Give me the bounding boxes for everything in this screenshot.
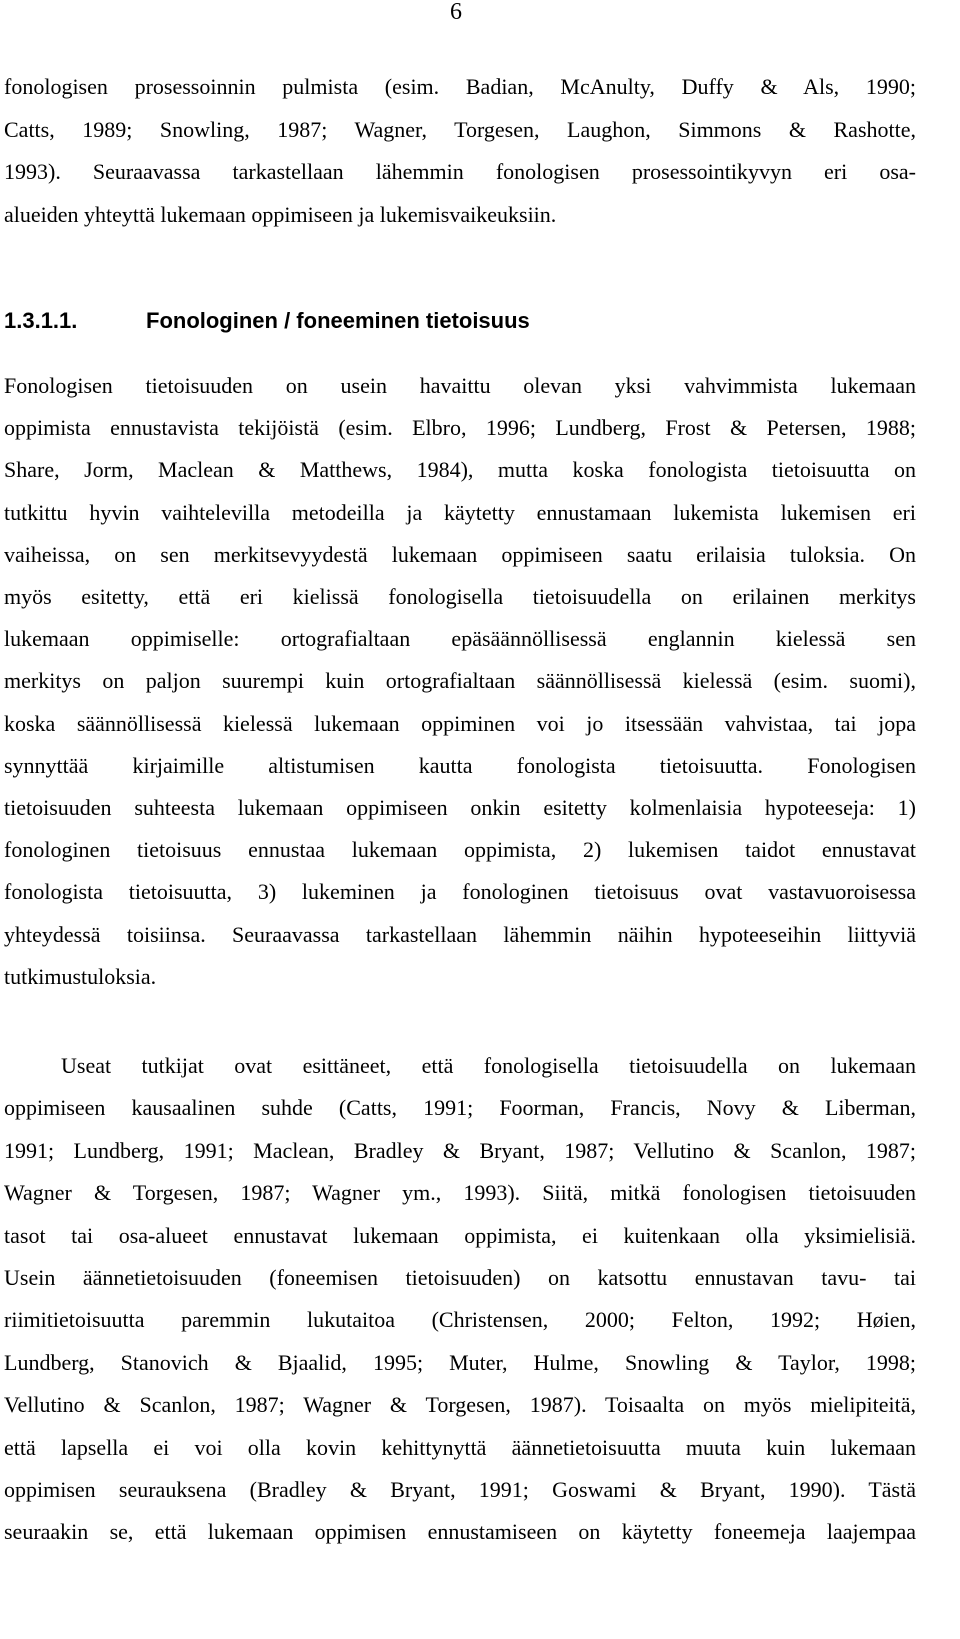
text-line: Usein äännetietoisuuden (foneemisen tietoisuuden) on katsottu ennustavan tavu- tai bbox=[4, 1265, 916, 1290]
section-heading bbox=[4, 306, 530, 336]
text-line: fonologista tietoisuutta, 3) lukeminen ja fonologinen tietoisuus ovat vastavuoroisessa bbox=[4, 879, 916, 905]
text-line: seuraakin se, että lukemaan oppimisen ennustamiseen on käytetty foneemeja laajempaa bbox=[4, 1519, 916, 1545]
text-line: alueiden yhteyttä lukemaan oppimiseen ja lukemisvaikeuksiin. bbox=[4, 201, 557, 227]
text-line: fonologisen prosessoinnin pulmista (esim. Badian, McAnulty, Duffy & Als, 1990; bbox=[4, 74, 916, 99]
text-line: riimitietoisuutta paremmin lukutaitoa (Christensen, 2000; Felton, 1992; Høien, bbox=[4, 1307, 916, 1333]
text-line: oppimisen seurauksena (Bradley & Bryant, 1991; Goswami & Bryant, 1990). Tästä bbox=[4, 1477, 916, 1502]
text-line: merkitys on paljon suurempi kuin ortografialtaan säännöllisessä kielessä (esim. suomi), bbox=[4, 668, 916, 694]
text-line: synnyttää kirjaimille altistumisen kautta fonologista tietoisuutta. Fonologisen bbox=[4, 752, 916, 778]
text-line: Catts, 1989; Snowling, 1987; Wagner, Torgesen, Laughon, Simmons & Rashotte, bbox=[4, 116, 916, 142]
text-line: Useat tutkijat ovat esittäneet, että fonologisella tietoisuudella on lukemaan bbox=[61, 1053, 916, 1078]
text-line: oppimiseen kausaalinen suhde (Catts, 1991; Foorman, Francis, Novy & Liberman, bbox=[4, 1095, 916, 1121]
section-title: Fonologinen / foneeminen tietoisuus bbox=[146, 308, 530, 333]
text-line: tutkimustuloksia. bbox=[4, 963, 157, 989]
text-line: Vellutino & Scanlon, 1987; Wagner & Torgesen, 1987). Toisaalta on myös mielipiteitä, bbox=[4, 1392, 916, 1418]
text-line: että lapsella ei voi olla kovin kehittynyttä äännetietoisuutta muuta kuin lukemaan bbox=[4, 1434, 916, 1460]
section-number: 1.3.1.1. bbox=[4, 308, 78, 333]
text-line: vaiheissa, on sen merkitsevyydestä lukemaan oppimiseen saatu erilaisia tuloksia. On bbox=[4, 541, 916, 567]
text-line: 1993). Seuraavassa tarkastellaan lähemmin fonologisen prosessointikyvyn eri osa- bbox=[4, 159, 916, 184]
text-line: Lundberg, Stanovich & Bjaalid, 1995; Muter, Hulme, Snowling & Taylor, 1998; bbox=[4, 1349, 916, 1375]
text-line: yhteydessä toisiinsa. Seuraavassa tarkastellaan lähemmin näihin hypoteeseihin liittyviä bbox=[4, 921, 916, 947]
text-line: myös esitetty, että eri kielissä fonologisella tietoisuudella on erilainen merkitys bbox=[4, 584, 916, 609]
text-line: Share, Jorm, Maclean & Matthews, 1984), mutta koska fonologista tietoisuutta on bbox=[4, 457, 916, 483]
text-line: lukemaan oppimiselle: ortografialtaan epäsäännöllisessä englannin kielessä sen bbox=[4, 626, 916, 652]
text-line: 1991; Lundberg, 1991; Maclean, Bradley & Bryant, 1987; Vellutino & Scanlon, 1987; bbox=[4, 1137, 916, 1163]
text-line: tasot tai osa-alueet ennustavat lukemaan oppimista, ei kuitenkaan olla yksimielisiä. bbox=[4, 1222, 916, 1248]
text-line: Wagner & Torgesen, 1987; Wagner ym., 1993). Siitä, mitkä fonologisen tietoisuuden bbox=[4, 1180, 916, 1206]
text-line: Fonologisen tietoisuuden on usein havaittu olevan yksi vahvimmista lukemaan bbox=[4, 373, 916, 398]
text-line: oppimista ennustavista tekijöistä (esim. Elbro, 1996; Lundberg, Frost & Petersen, 1988; bbox=[4, 415, 916, 441]
page-number: 6 bbox=[450, 0, 462, 25]
text-line: tietoisuuden suhteesta lukemaan oppimiseen onkin esitetty kolmenlaisia hypoteeseja: 1) bbox=[4, 795, 916, 820]
text-line: tutkittu hyvin vaihtelevilla metodeilla ja käytetty ennustamaan lukemista lukemisen eri bbox=[4, 499, 916, 525]
text-line: fonologinen tietoisuus ennustaa lukemaan oppimista, 2) lukemisen taidot ennustavat bbox=[4, 837, 916, 863]
text-line: koska säännöllisessä kielessä lukemaan oppiminen voi jo itsessään vahvistaa, tai jopa bbox=[4, 710, 916, 736]
